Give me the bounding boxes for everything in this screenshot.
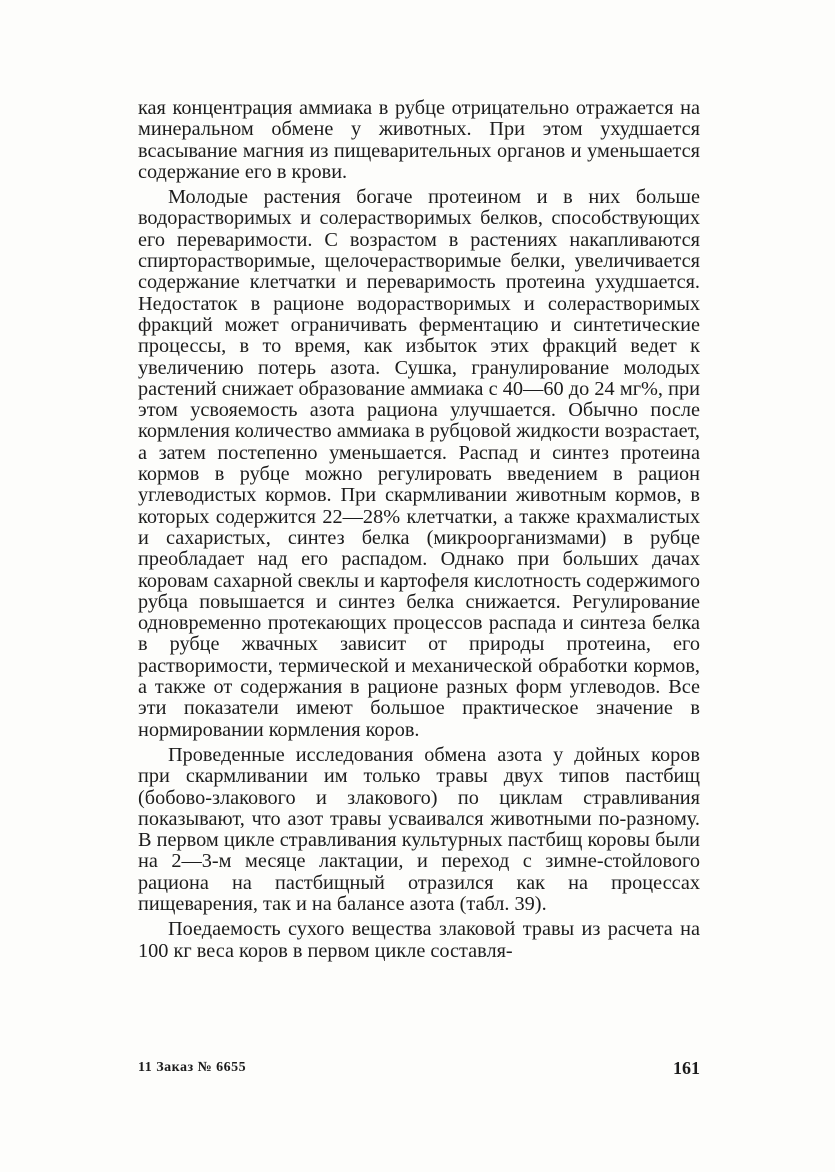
page-footer — [138, 1058, 700, 1082]
body-text — [138, 98, 700, 962]
paragraph-4: Поедаемость сухого вещества злаковой травы из расчета на 100 кг веса коров в первом цикле составля- — [138, 918, 700, 962]
paragraph-2: Молодые растения богаче протеином и в них больше водорастворимых и солерастворимых белков, способствующих его переваримости. С возрастом в растениях накапливаются спирторастворимые, щелочерастворимые белки, увеличивается содержание клетчатки и переваримость протеина ухудшается. Недостаток в рационе водорастворимых и солерастворимых фракций может ограничивать ферментацию и синтетические процессы, в то время, как избыток этих фракций ведет к увеличению потерь азота. Сушка, гранулирование молодых растений снижает образование аммиака с 40—60 до 24 мг%, при этом усвояемость азота рациона улучшается. Обычно после кормления количество аммиака в рубцовой жидкости возрастает, а затем постепенно уменьшается. Распад и синтез протеина кормов в рубце можно регулировать введением в рацион углеводистых кормов. При скармливании животным кормов, в которых содержится 22—28% клетчатки, а также крахмалистых и сахаристых, синтез белка (микроорганизмами) в рубце преобладает над его распадом. Однако при больших дачах коровам сахарной свеклы и картофеля кислотность содержимого рубца повышается и синтез белка снижается. Регулирование одновременно протекающих процессов распада и синтеза белка в рубце жвачных зависит от природы протеина, его растворимости, термической и механической обработки кормов, а также от содержания в рационе разных форм углеводов. Все эти показатели имеют большое практическое значение в нормировании кормления коров. — [138, 186, 700, 741]
paragraph-3: Проведенные исследования обмена азота у дойных коров при скармливании им только травы двух типов пастбищ (бобово-злакового и злакового) по циклам стравливания показывают, что азот травы усваивался животными по-разному. В первом цикле стравливания культурных пастбищ коровы были на 2—3-м месяце лактации, и переход с зимне-стойлового рациона на пастбищный отразился как на процессах пищеварения, так и на балансе азота (табл. 39). — [138, 743, 700, 915]
printer-signature: 11 Заказ № 6655 — [138, 1060, 247, 1075]
page-number: 161 — [673, 1058, 700, 1078]
paragraph-1: кая концентрация аммиака в рубце отрицательно отражается на минеральном обмене у животных. При этом ухудшается всасывание магния из пищеварительных органов и уменьшается содержание его в крови. — [138, 97, 700, 183]
